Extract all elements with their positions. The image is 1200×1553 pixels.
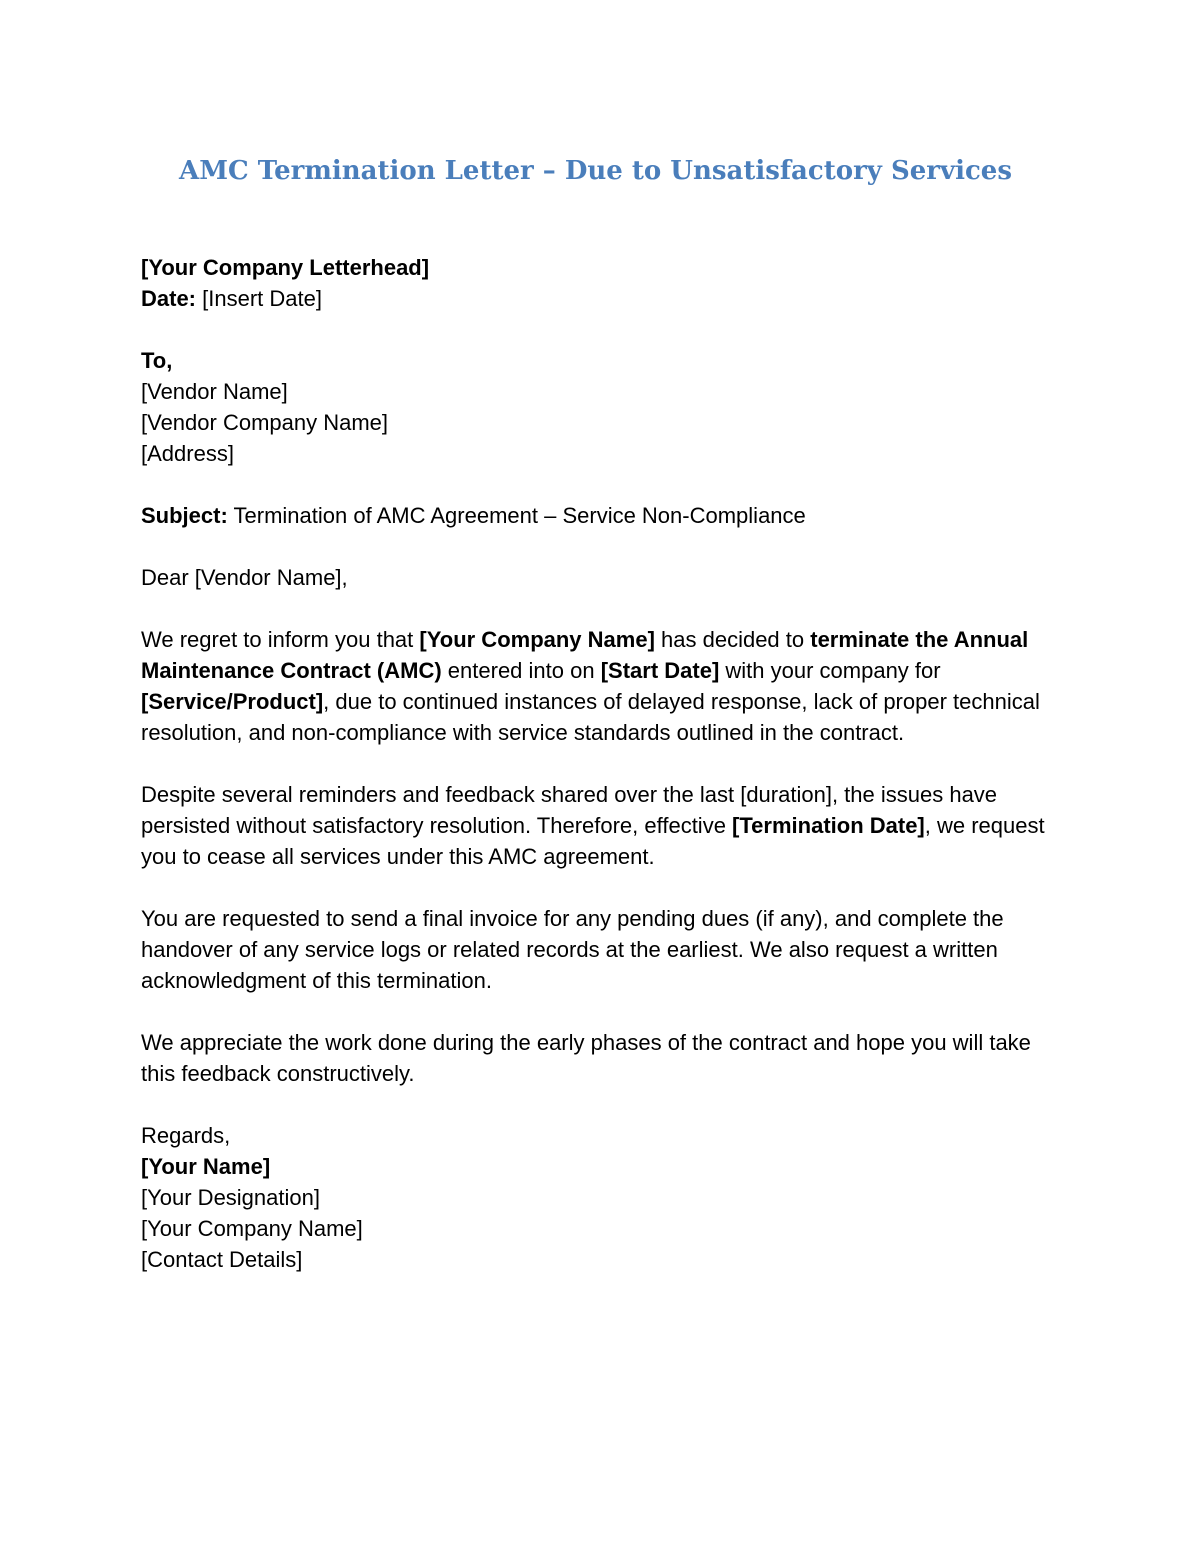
to-label: To, [141, 348, 173, 373]
text-run-bold: [Start Date] [600, 658, 720, 683]
text-run: entered into on [441, 658, 601, 683]
letterhead-line: [Your Company Letterhead] [141, 255, 430, 280]
text-run: has decided to [654, 627, 811, 652]
signature-block [141, 1120, 1050, 1275]
document-title: AMC Termination Letter – Due to Unsatisfactory Services [179, 156, 1012, 186]
subject-line [141, 500, 1050, 531]
text-run: , due to continued instances of delayed response, lack of proper technical resolution, and non-compliance with service standards outlined in the contract. [141, 689, 1040, 745]
paragraph-termination [141, 624, 1050, 748]
date-value: [Insert Date] [202, 286, 322, 311]
subject-label: Subject: [141, 503, 228, 528]
text-run-bold: [Termination Date] [732, 813, 925, 838]
paragraph-appreciation: We appreciate the work done during the early phases of the contract and hope you will take this feedback constructively. [141, 1030, 1031, 1086]
text-run-bold: [Your Company Name] [419, 627, 655, 652]
vendor-company-line: [Vendor Company Name] [141, 410, 389, 435]
vendor-address-line: [Address] [141, 441, 234, 466]
signature-company: [Your Company Name] [141, 1216, 363, 1241]
text-run: We regret to inform you that [141, 627, 420, 652]
text-run: , we request you to cease all services under this AMC agreement. [141, 813, 1045, 869]
salutation-line: Dear [Vendor Name], [141, 565, 348, 590]
paragraph-requests: You are requested to send a final invoice for any pending dues (if any), and complete the handover of any service logs or related records at the earliest. We also request a written acknowledgment of this termination. [141, 906, 1004, 993]
text-run-bold: [Service/Product] [141, 689, 324, 714]
letterhead-block [141, 252, 1050, 314]
text-run: with your company for [719, 658, 941, 683]
closing-line: Regards, [141, 1123, 231, 1148]
date-label: Date: [141, 286, 197, 311]
text-run: Despite several reminders and feedback shared over the last [duration], the issues have persisted without satisfactory resolution. Therefore, effective [141, 782, 998, 838]
vendor-name-line: [Vendor Name] [141, 379, 288, 404]
date-line [141, 283, 1050, 314]
signature-contact: [Contact Details] [141, 1247, 303, 1272]
signature-designation: [Your Designation] [141, 1185, 320, 1210]
recipient-block [141, 345, 1050, 469]
signature-name: [Your Name] [141, 1154, 271, 1179]
text-run-bold: terminate the Annual Maintenance Contract (AMC) [141, 627, 1029, 683]
paragraph-issues [141, 779, 1050, 872]
subject-text: Termination of AMC Agreement – Service Non-Compliance [233, 503, 806, 528]
